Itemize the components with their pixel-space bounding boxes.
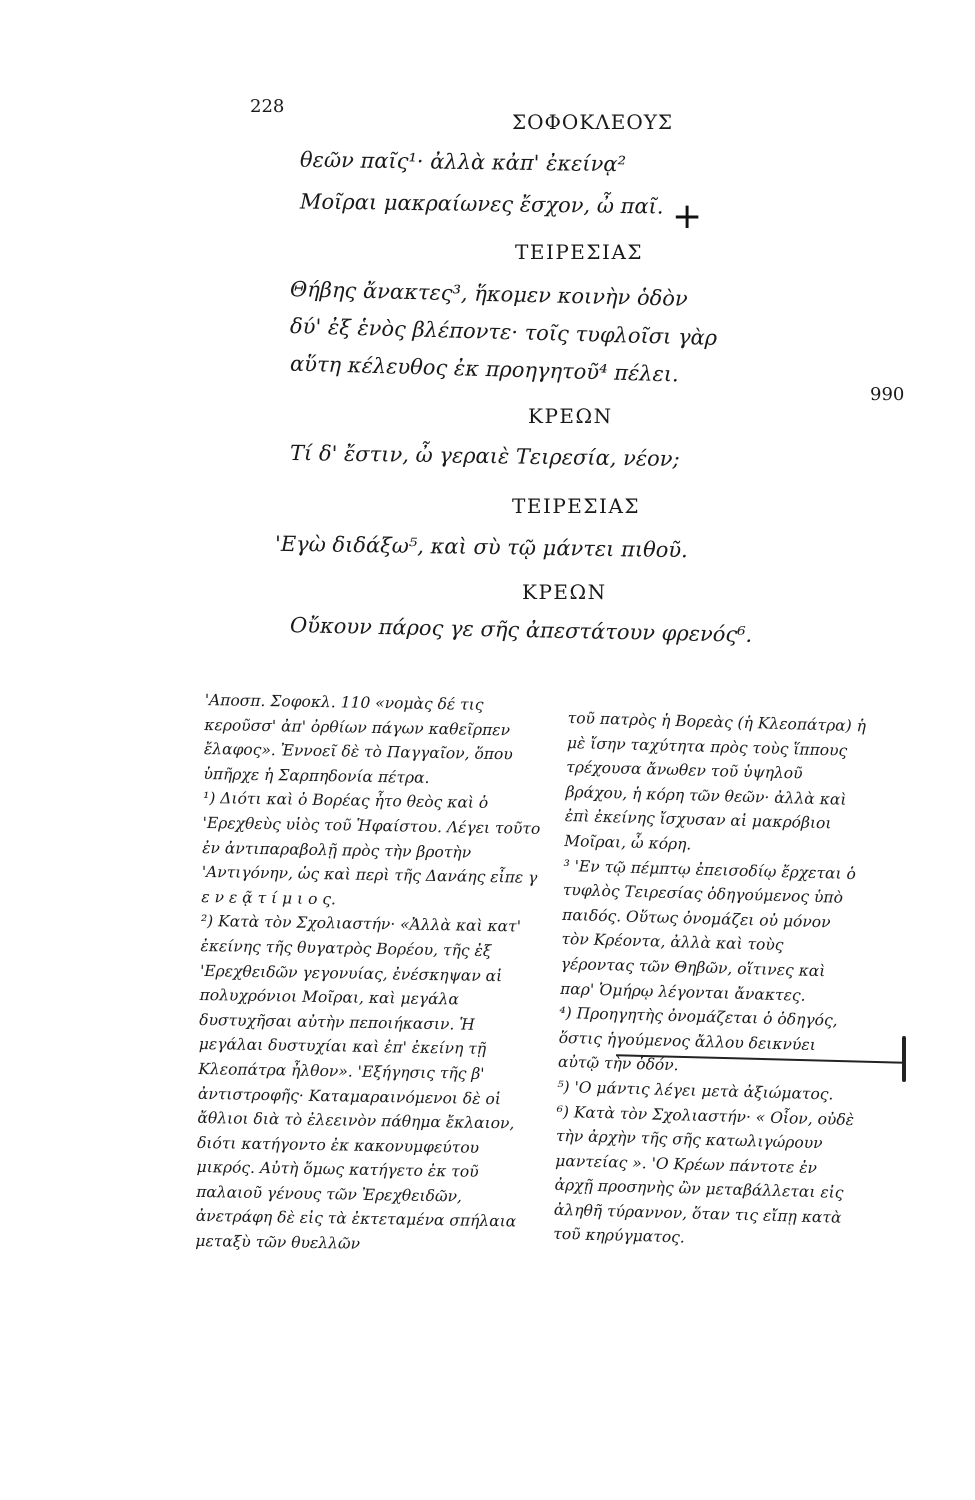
verse-line-5: αὕτη κέλευθος ἐκ προηγητοῦ⁴ πέλει. [289,351,680,387]
speaker-kreon: ΚΡΕΩΝ [522,580,607,604]
verse-line-1: θεῶν παῖς¹· ἀλλὰ κἀπ' ἐκείνᾳ² [299,147,627,177]
running-title: ΣΟΦΟΚΛΕΟΥΣ [512,110,674,134]
speaker-teiresias: ΤΕΙΡΕΣΙΑΣ [515,240,644,264]
note-right-4: ⁵) 'Ο μάντις λέγει μετὰ ἀξιώματος. [557,1077,834,1104]
notes-right-column [553,706,868,1255]
verse-line-8: Οὔκουν πάρος γε σῆς ἀπεστάτουν φρενός⁶. [289,613,753,647]
line-number: 990 [870,384,905,405]
handwritten-vertical-mark [902,1036,906,1082]
speaker-kreon: ΚΡΕΩΝ [528,404,613,428]
verse-line-3: Θήβης ἄνακτες³, ἥκομεν κοινὴν ὁδὸν [289,277,688,311]
notes-left-column [195,688,543,1259]
note-left-3: ²) Κατὰ τὸν Σχολιαστήν· «Ἀλλὰ καὶ κατ' ἐκείνης τῆς θυγατρὸς Βορέου, τῆς ἐξ 'Ερεχθειδῶν γεγονυίας, ἐνέσκηψαν αἱ πολυχρόνιοι Μοῖραι, καὶ μεγάλα δυστυχῆσαι αὐτὴν πεποιήκασιν. Ἡ μεγάλαι δυστυχίαι καὶ ἐπ' ἐκείνη τῇ Κλεοπάτρα ἦλθον». 'Εξήγησις τῆς β' ἀντιστροφῆς· Καταμαραινόμενοι δὲ οἱ ἄθλιοι διὰ τὸ ἐλεεινὸν πάθημα ἔκλαιον, διότι κατήγοντο ἐκ κακονυμφεύτου μικρός. Αὐτὴ ὅμως κατήγετο ἐκ τοῦ παλαιοῦ γένους τῶν Ἐρεχθειδῶν, ἀνετράφη δὲ εἰς τὰ ἐκτεταμένα σπήλαια μεταξὺ τῶν θυελλῶν [195,912,522,1253]
note-right-3: ⁴) Προηγητὴς ὀνομάζεται ὁ ὁδηγός, ὅστις ἡγούμενος ἄλλου δεικνύει αὐτῷ τὴν ὁδόν. [557,1004,838,1075]
page-number: 228 [250,96,285,117]
verse-line-4: δύ' ἐξ ἑνὸς βλέποντε· τοῖς τυφλοῖσι γὰρ [289,314,718,350]
note-right-1: τοῦ πατρὸς ἡ Βορεὰς (ἡ Κλεοπάτρα) ἡ μὲ ἴσην ταχύτητα πρὸς τοὺς ἵππους τρέχουσα ἄνωθεν τοῦ ὑψηλοῦ βράχου, ἡ κόρη τῶν θεῶν· ἀλλὰ καὶ ἐπὶ ἐκείνης ἴσχυσαν αἱ μακρόβιοι Μοῖραι, ὦ κόρη. [563,708,867,854]
note-left-2: ¹) Διότι καὶ ὁ Βορέας ἦτο θεὸς καὶ ὁ 'Ερεχθεὺς υἱὸς τοῦ Ἡφαίστου. Λέγει τοῦτο ἐν ἀντιπαραβολῇ πρὸς τὴν βροτὴν 'Αντιγόνην, ὡς καὶ περὶ τῆς Δανάης εἶπε γ ε ν ε ᾷ τ ί μ ι ο ς. [201,789,541,909]
note-left-1: 'Αποσπ. Σοφοκλ. 110 «νομὰς δέ τις κεροῦσσ' ἀπ' ὀρθίων πάγων καθεῖρπεν ἔλαφος». Ἐννοεῖ δὲ τὸ Παγγαῖον, ὅπου ὑπῆρχε ἡ Σαρπηδονία πέτρα. [203,690,513,787]
note-right-5: ⁶) Κατὰ τὸν Σχολιαστήν· « Οἷον, οὐδὲ τὴν ἀρχὴν τῆς σῆς κατωλιγώρουν μαντείας ». 'Ο Κρέων πάντοτε ἐν ἀρχῇ προσηνὴς ὢν μεταβάλλεται εἰς ἀληθῆ τύραννον, ὅταν τις εἴπῃ κατὰ τοῦ κηρύγματος. [552,1102,855,1247]
note-right-2: ³ 'Εν τῷ πέμπτῳ ἐπεισοδίῳ ἔρχεται ὁ τυφλὸς Τειρεσίας ὁδηγούμενος ὑπὸ παιδός. Οὕτως ὀνομάζει οὐ μόνον τὸν Κρέοντα, ἀλλὰ καὶ τοὺς γέροντας τῶν Θηβῶν, οἵτινες καὶ παρ' Ὁμήρῳ λέγονται ἄνακτες. [559,856,857,1005]
speaker-teiresias: ΤΕΙΡΕΣΙΑΣ [512,494,641,518]
verse-line-6: Τί δ' ἔστιν, ὦ γεραιὲ Τειρεσία, νέον; [289,440,680,472]
verse-line-2: Μοῖραι μακραίωνες ἔσχον, ὦ παῖ. [299,189,664,219]
handwritten-cross-mark: + [672,196,703,237]
verse-line-7: 'Εγὼ διδάξω⁵, καὶ σὺ τῷ μάντει πιθοῦ. [274,531,688,563]
